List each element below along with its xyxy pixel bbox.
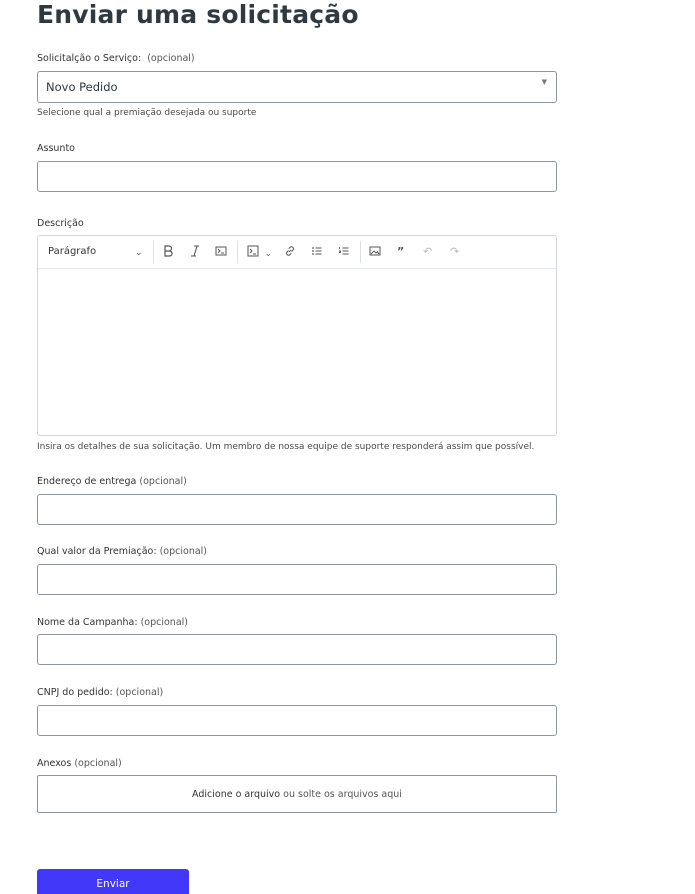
toolbar-divider bbox=[237, 241, 238, 263]
chevron-down-icon[interactable]: ⌄ bbox=[135, 248, 143, 258]
editor-toolbar bbox=[38, 236, 556, 269]
undo-icon[interactable]: ↶ bbox=[423, 245, 433, 258]
address-input[interactable] bbox=[37, 494, 557, 525]
award-value-optional-text: (opcional) bbox=[159, 546, 208, 557]
service-select-value: Novo Pedido bbox=[46, 80, 118, 94]
campaign-input[interactable] bbox=[37, 634, 557, 665]
chevron-down-icon[interactable]: ⌄ bbox=[265, 249, 272, 258]
submit-button[interactable]: Enviar bbox=[37, 869, 189, 894]
service-hint: Selecione qual a premiação desejada ou suporte bbox=[37, 108, 257, 118]
dropzone-text bbox=[38, 789, 556, 800]
address-label-text: Endereço de entrega bbox=[37, 476, 137, 487]
caret-down-icon: ▼ bbox=[541, 78, 547, 86]
description-hint: Insira os detalhes de sua solicitação. Um membro de nossa equipe de suporte responderá assim que possível. bbox=[37, 442, 535, 452]
redo-icon[interactable]: ↷ bbox=[450, 245, 460, 258]
quote-icon[interactable]: ” bbox=[397, 245, 405, 258]
toolbar-divider bbox=[360, 241, 361, 263]
bold-icon[interactable] bbox=[163, 245, 173, 261]
code-block-icon[interactable] bbox=[215, 245, 227, 261]
award-value-label-text: Qual valor da Premiação: bbox=[37, 546, 157, 557]
service-label bbox=[37, 53, 195, 64]
award-value-input[interactable] bbox=[37, 564, 557, 595]
service-select[interactable] bbox=[37, 71, 557, 103]
drop-files-text: ou solte os arquivos aqui bbox=[283, 789, 402, 800]
cnpj-label-text: CNPJ do pedido: bbox=[37, 687, 113, 698]
attachments-optional-text: (opcional) bbox=[74, 758, 122, 769]
cnpj-optional-text: (opcional) bbox=[115, 687, 164, 698]
toolbar-divider bbox=[153, 241, 154, 263]
add-file-link[interactable]: Adicione o arquivo bbox=[192, 789, 281, 800]
numbered-list-icon[interactable] bbox=[338, 245, 350, 261]
cnpj-input[interactable] bbox=[37, 705, 557, 736]
address-optional-text: (opcional) bbox=[139, 476, 187, 487]
campaign-label-text: Nome da Campanha: bbox=[37, 617, 138, 628]
attachments-label bbox=[37, 758, 122, 769]
cnpj-label bbox=[37, 687, 163, 698]
page-title: Enviar uma solicitação bbox=[37, 0, 359, 29]
subject-label: Assunto bbox=[37, 143, 75, 154]
bulleted-list-icon[interactable] bbox=[311, 245, 323, 261]
campaign-label bbox=[37, 617, 188, 628]
description-editor bbox=[37, 235, 557, 436]
paragraph-format-select[interactable]: Parágrafo bbox=[48, 246, 97, 257]
description-textarea[interactable] bbox=[38, 270, 556, 435]
address-label bbox=[37, 476, 187, 487]
award-value-label bbox=[37, 546, 207, 557]
terminal-icon[interactable] bbox=[247, 245, 259, 261]
service-optional-text: (opcional) bbox=[147, 53, 195, 64]
campaign-optional-text: (opcional) bbox=[140, 617, 188, 628]
subject-input[interactable] bbox=[37, 161, 557, 192]
attachments-label-text: Anexos bbox=[37, 758, 72, 769]
link-icon[interactable] bbox=[284, 245, 296, 261]
image-icon[interactable] bbox=[369, 245, 381, 261]
service-label-text: Solicitalção o Serviço: bbox=[37, 53, 142, 64]
italic-icon[interactable] bbox=[190, 245, 200, 261]
description-label: Descrição bbox=[37, 218, 84, 229]
attachments-dropzone[interactable] bbox=[37, 775, 557, 813]
